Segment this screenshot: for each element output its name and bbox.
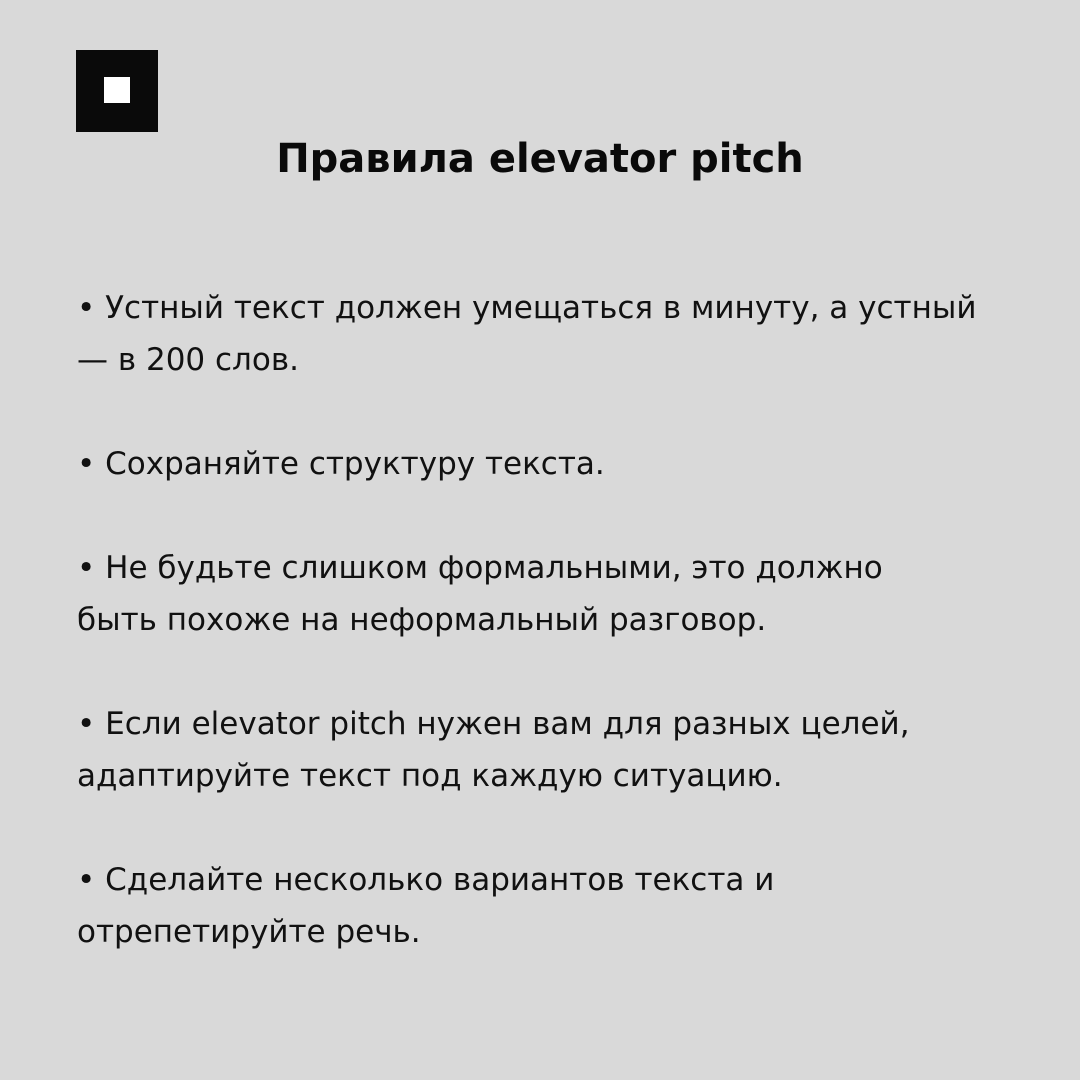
rule-item bbox=[77, 854, 1037, 958]
square-logo-icon bbox=[76, 50, 158, 132]
rule-item bbox=[77, 438, 1037, 490]
rule-line: — в 200 слов. bbox=[77, 342, 299, 378]
rule-item bbox=[77, 282, 1037, 386]
rule-line: быть похоже на неформальный разговор. bbox=[77, 602, 767, 638]
rule-line: • Не будьте слишком формальными, это должно bbox=[77, 550, 883, 586]
rule-line: • Сделайте несколько вариантов текста и bbox=[77, 862, 775, 898]
rule-item bbox=[77, 542, 1037, 646]
rule-line: адаптируйте текст под каждую ситуацию. bbox=[77, 758, 783, 794]
logo-inner-square bbox=[104, 77, 130, 103]
rule-item bbox=[77, 698, 1037, 802]
rule-line: • Если elevator pitch нужен вам для разных целей, bbox=[77, 706, 910, 742]
rule-line: • Устный текст должен умещаться в минуту, а устный bbox=[77, 290, 977, 326]
rule-line: отрепетируйте речь. bbox=[77, 914, 421, 950]
page-title: Правила elevator pitch bbox=[276, 136, 804, 182]
rules-list bbox=[77, 282, 1037, 958]
rule-line: • Сохраняйте структуру текста. bbox=[77, 446, 605, 482]
